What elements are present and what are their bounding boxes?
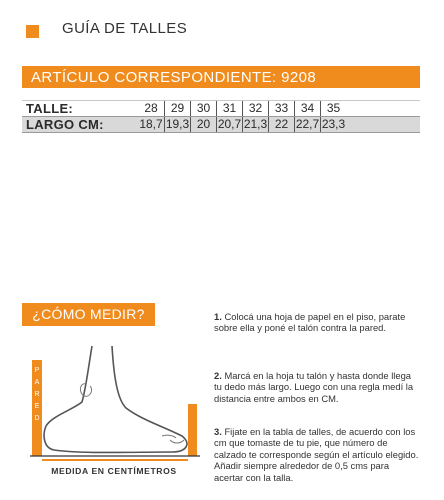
page-title: GUÍA DE TALLES — [62, 20, 188, 37]
step-number: 2. — [214, 370, 222, 381]
article-label: ARTÍCULO CORRESPONDIENTE: 9208 — [31, 69, 317, 86]
foot-measure-illustration — [22, 340, 202, 482]
size-table — [22, 100, 420, 133]
how-to-measure-label: ¿CÓMO MEDIR? — [32, 306, 145, 322]
length-cell: 20,7 — [217, 117, 242, 131]
wall-letter: R — [34, 391, 40, 398]
size-row — [22, 100, 420, 116]
wall-letter: P — [34, 367, 40, 374]
length-cell: 23,3 — [321, 117, 346, 131]
size-cell: 30 — [190, 101, 216, 116]
step-text: Colocá una hoja de papel en el piso, parate sobre ella y poné el talón contra la pared. — [214, 311, 406, 334]
step-2 — [214, 370, 419, 404]
length-cell: 18,7 — [139, 117, 163, 131]
foot-outline — [44, 346, 187, 453]
toe-detail — [162, 435, 176, 438]
size-cell: 35 — [320, 101, 346, 116]
size-cell: 28 — [144, 101, 158, 115]
step-number: 3. — [214, 426, 222, 437]
length-cell: 22 — [268, 117, 294, 132]
size-cell: 34 — [294, 101, 320, 116]
article-banner — [22, 66, 420, 88]
length-cells — [138, 117, 346, 132]
length-row-label: LARGO CM: — [26, 117, 104, 132]
size-row-label: TALLE: — [26, 101, 74, 116]
length-cell: 22,7 — [295, 117, 320, 131]
size-cell: 29 — [164, 101, 190, 116]
size-cell: 32 — [242, 101, 268, 116]
wall-letter: E — [34, 403, 40, 410]
size-cell: 33 — [268, 101, 294, 116]
size-cells — [138, 101, 346, 116]
wall-letter: D — [34, 415, 40, 422]
step-3 — [214, 426, 419, 483]
orange-square-icon — [26, 25, 39, 38]
step-text: Marcá en la hoja tu talón y hasta donde llega tu dedo más largo. Luego con una regla medí la distancia entre ambos en CM. — [214, 370, 414, 404]
step-text: Fijate en la tabla de talles, de acuerdo con los cm que tomaste de tu pie, que número de calzado te corresponde según el artículo elegido. Añadir siempre alrededor de 0,5 cms para acertar con la talla. — [214, 426, 419, 483]
length-row — [22, 116, 420, 133]
marker-strip — [188, 404, 197, 456]
how-to-measure-badge — [22, 303, 155, 326]
length-cell: 21,3 — [243, 117, 268, 131]
length-cell: 19,3 — [165, 117, 190, 131]
step-number: 1. — [214, 311, 222, 322]
wall-letter: A — [34, 379, 40, 386]
toe-detail — [170, 440, 184, 443]
size-cell: 31 — [216, 101, 242, 116]
length-cell: 20 — [190, 117, 216, 132]
step-1 — [214, 311, 419, 334]
measure-label: MEDIDA EN CENTÍMETROS — [51, 466, 177, 476]
